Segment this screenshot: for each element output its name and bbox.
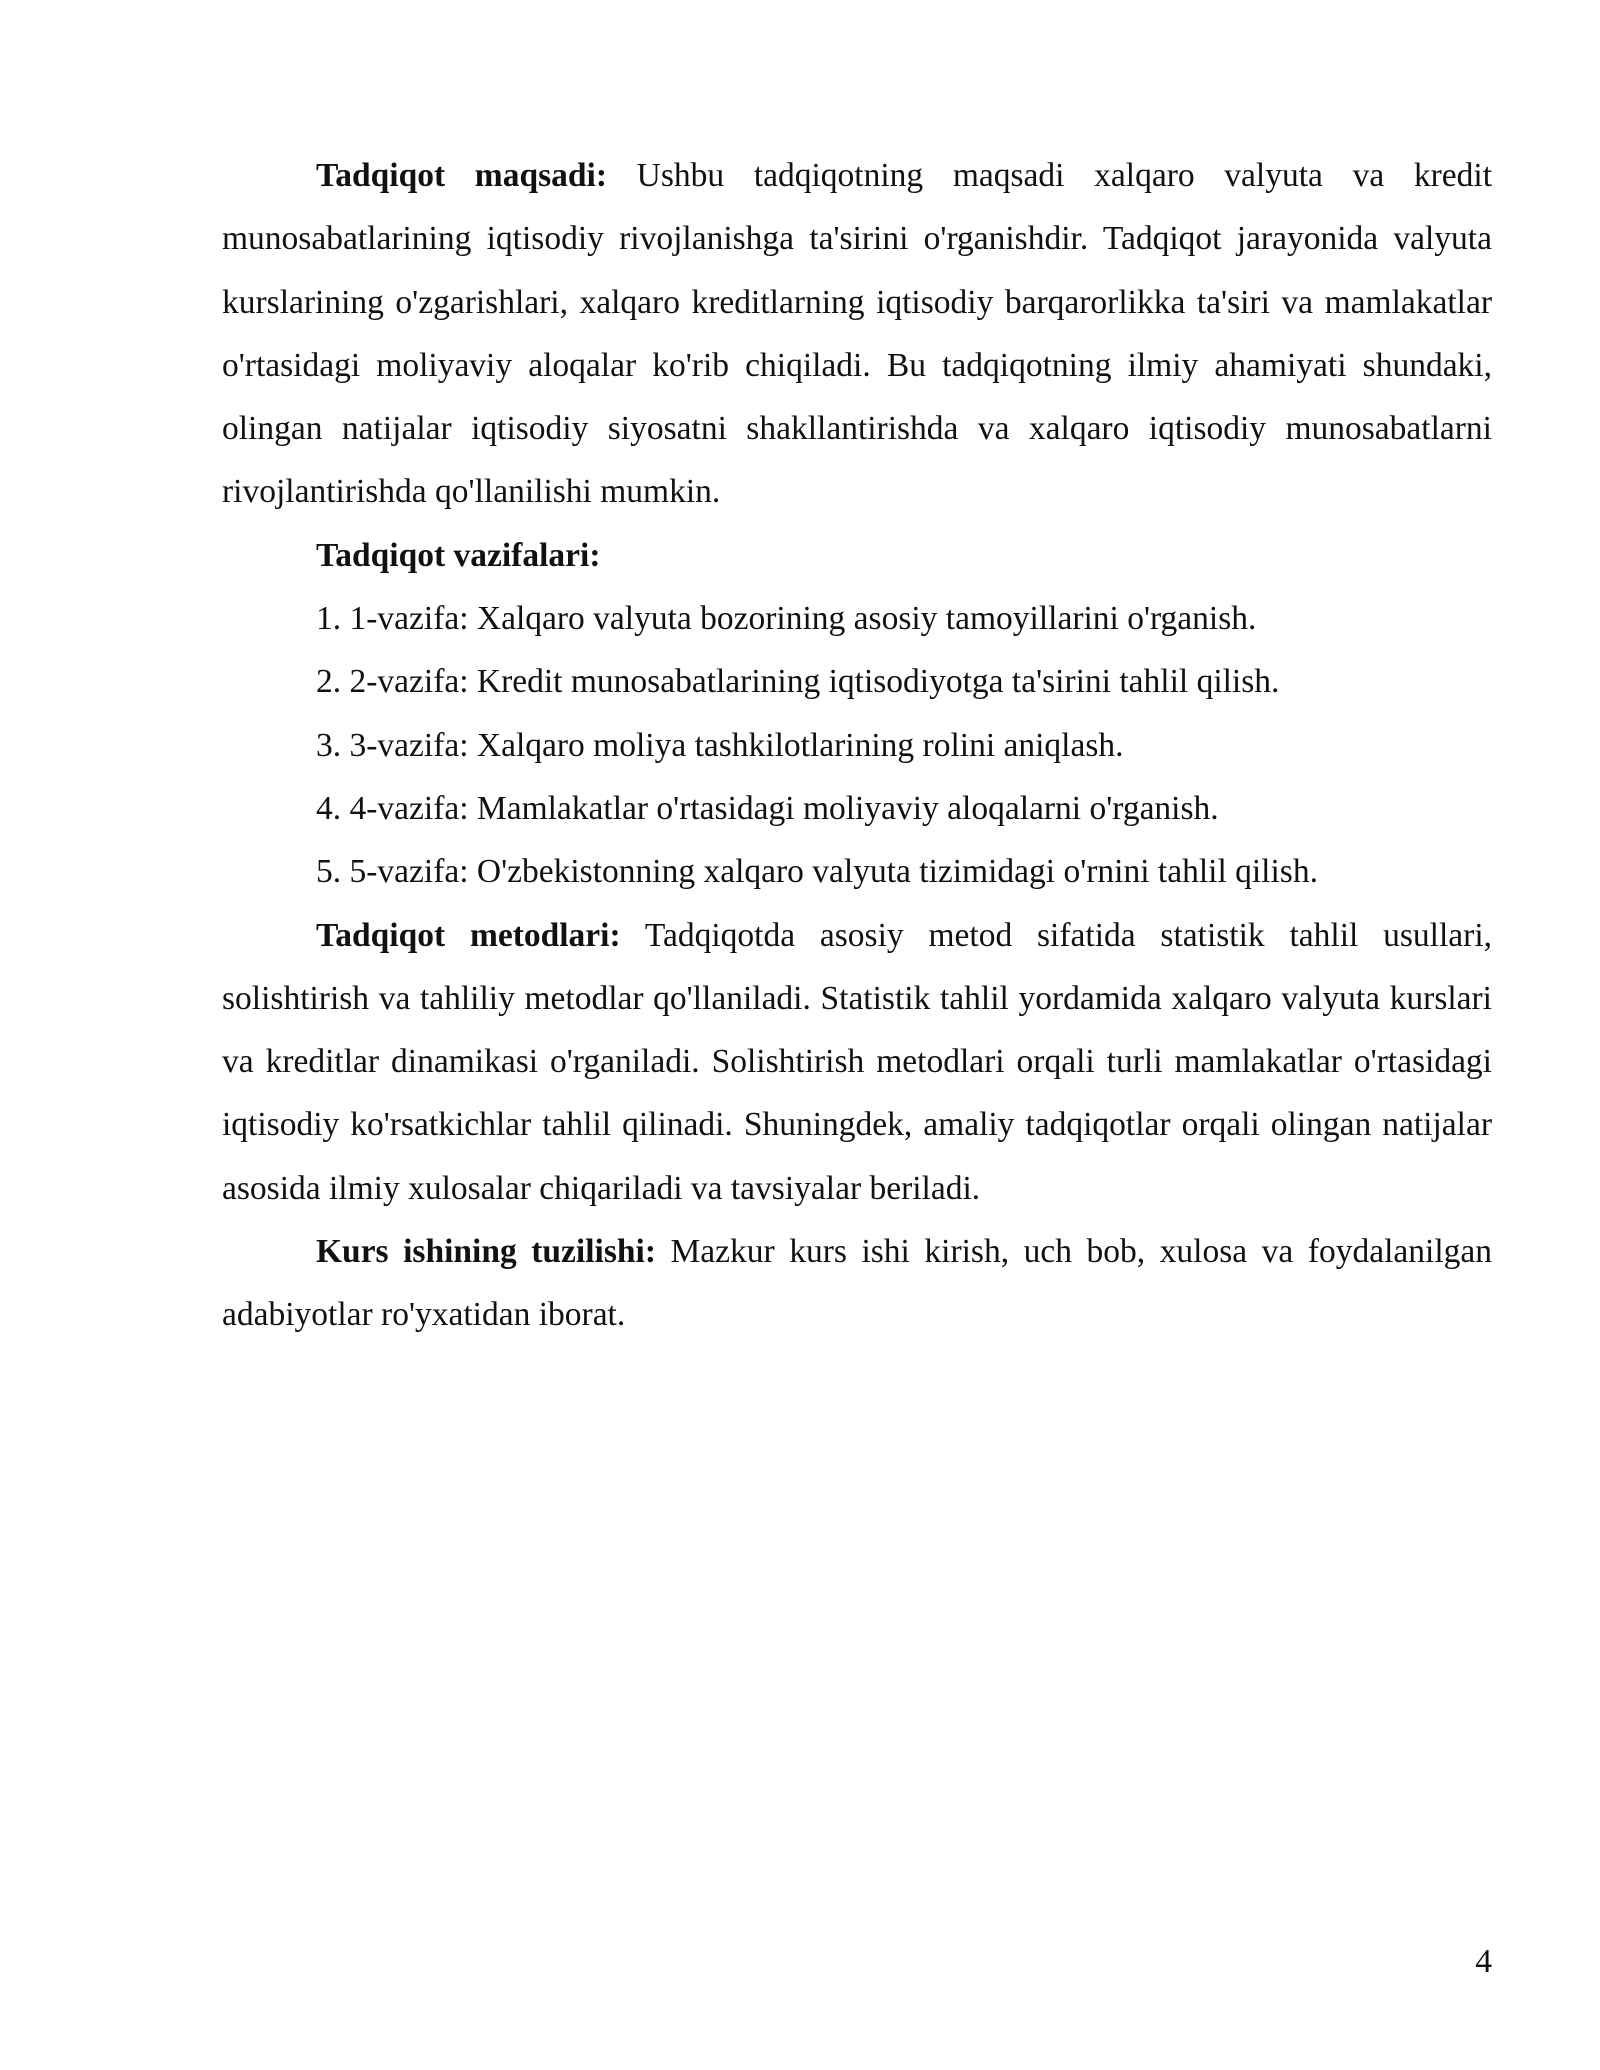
research-tasks-list bbox=[222, 587, 1492, 903]
paragraph-course-structure bbox=[222, 1220, 1492, 1347]
research-goal-text: Ushbu tadqiqotning maqsadi xalqaro valyuta va kredit munosabatlarining iqtisodiy rivojlanishga ta'sirini o'rganishdir. Tadqiqot jarayonida valyuta kurslarining o'zgarishlari, xalqaro kreditlarning iqtisodiy barqarorlikka ta'siri va mamlakatlar o'rtasidagi moliyaviy aloqalar ko'rib chiqiladi. Bu tadqiqotning ilmiy ahamiyati shundaki, olingan natijalar iqtisodiy siyosatni shakllantirishda va xalqaro iqtisodiy munosabatlarni rivojlantirishda qo'llanilishi mumkin. bbox=[222, 157, 1493, 511]
paragraph-research-goal bbox=[222, 144, 1492, 524]
page-number: 4 bbox=[1475, 1943, 1492, 1980]
research-goal-label: Tadqiqot maqsadi: bbox=[316, 157, 607, 194]
course-structure-label: Kurs ishining tuzilishi: bbox=[316, 1233, 656, 1271]
research-methods-text: Tadqiqotda asosiy metod sifatida statistik tahlil usullari, solishtirish va tahliliy metodlar qo'llaniladi. Statistik tahlil yordamida xalqaro valyuta kurslari va kreditlar dinamikasi o'rganiladi. Solishtirish metodlari orqali turli mamlakatlar o'rtasidagi iqtisodiy ko'rsatkichlar tahlil qilinadi. Shuningdek, amaliy tadqiqotlar orqali olingan natijalar asosida ilmiy xulosalar chiqariladi va tavsiyalar beriladi. bbox=[222, 916, 1493, 1207]
research-methods-label: Tadqiqot metodlari: bbox=[316, 916, 621, 954]
list-item: 3. 3-vazifa: Xalqaro moliya tashkilotlarining rolini aniqlash. bbox=[316, 726, 1124, 764]
research-tasks-label: Tadqiqot vazifalari: bbox=[316, 536, 601, 574]
list-item: 4. 4-vazifa: Mamlakatlar o'rtasidagi moliyaviy aloqalarni o'rganish. bbox=[316, 789, 1219, 827]
paragraph-research-methods bbox=[222, 904, 1492, 1220]
document-body bbox=[222, 144, 1492, 1347]
list-item: 1. 1-vazifa: Xalqaro valyuta bozorining asosiy tamoyillarini o'rganish. bbox=[316, 600, 1257, 638]
list-item: 5. 5-vazifa: O'zbekistonning xalqaro valyuta tizimidagi o'rnini tahlil qilish. bbox=[316, 853, 1318, 891]
list-item: 2. 2-vazifa: Kredit munosabatlarining iqtisodiyotga ta'sirini tahlil qilish. bbox=[316, 663, 1280, 701]
course-structure-text: Mazkur kurs ishi kirish, uch bob, xulosa va foydalanilgan adabiyotlar ro'yxatidan iborat. bbox=[222, 1233, 1493, 1334]
